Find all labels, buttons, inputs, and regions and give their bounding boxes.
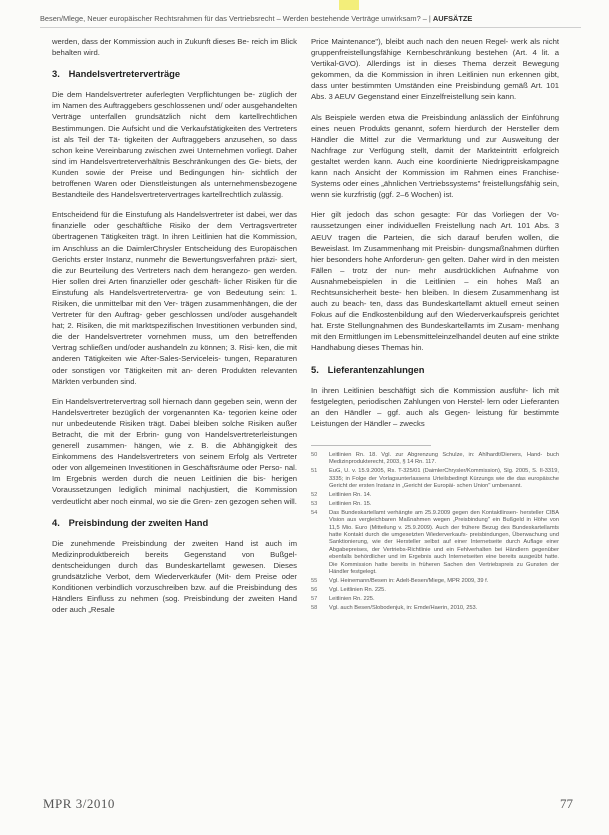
paragraph: Die zunehmende Preisbindung der zweiten Hand ist auch im Medizinproduktbereich bereits Gegenstand von Bußgel- dentscheidungen durch das Bundeskartellamt gewesen. Dieses grundsätzliche Verbot, dem Wiederverkäufer (Mit- dem Preise oder Konditionen verbindlich vorzuschreiben bzw. auf die Preisbindung des Händlers Einfluss zu nehmen (sog. Preisbindung der zweiten Hand oder auch „Resale bbox=[52, 538, 297, 615]
highlight-marker bbox=[339, 0, 359, 10]
footnote-text: Leitlinien Rn. 14. bbox=[329, 492, 372, 499]
footnote-text: Leitlinien Rn. 18. Vgl. zur Abgrenzung Schulze, in: Ahlhardt/Dieners, Hand- buch Medizinprodukterecht, 2003, § 14 Rn. 117. bbox=[329, 452, 559, 466]
footnote-number: 50 bbox=[311, 452, 318, 458]
running-header bbox=[40, 11, 581, 28]
footnote-text: Leitlinien Rn. 225. bbox=[329, 595, 375, 602]
footnote-number: 52 bbox=[311, 492, 318, 499]
footnote-divider bbox=[311, 445, 431, 446]
section-number: 3. bbox=[52, 68, 60, 80]
section-title: Preisbindung der zweiten Hand bbox=[68, 516, 209, 528]
paragraph: Price Maintenance"), bleibt auch nach den neuen Regel- werk als nicht gruppenfreistellungsfähige Kernbeschränkung bestehen (Art. 4 lit. a Vertikal-GVO). Allerdings ist in dieses Thema derzeit Bewegung gekommen, da die Kommission in ihren Leitlinien nun erkennen gibt, dass unter bestimmten Umständen eine Preisbindung gemäß Art. 101 Abs. 3 AEUV Gegenstand einer Einzelfreistellung sein kann. bbox=[311, 37, 559, 102]
footnote bbox=[311, 578, 559, 585]
footnote-number: 58 bbox=[311, 604, 318, 611]
footnote bbox=[311, 605, 559, 612]
footnote bbox=[311, 468, 559, 490]
paragraph: In ihren Leitlinien beschäftigt sich die Kommission ausführ- lich mit festgelegten, periodischen Zahlungen von Herstel- lern oder Lieferanten an den Händler – ggf. auch als Gegen- leistung für bestimmte Leistungen der Händler – zwecks bbox=[311, 385, 559, 428]
section-title: Lieferantenzahlungen bbox=[327, 363, 425, 375]
paragraph: Hier gilt jedoch das schon gesagte: Für das Vorliegen der Vo- raussetzungen einer individuellen Freistellung nach Art. 101 Abs. 3 AEUV tragen die Parteien, die sich darauf berufen wollen, die Beweislast. Im Zusammenhang mit Preisbin- dungsmaßnahmen dürften hier besonders hohe Anforderun- gen gelten. Daher wird in den meisten Fällen – trotz der nun- mehr ausdrücklichen Aufnahme von Ausnahmebeispielen in die Leitlinien – ein hohes Maß an Rechtsunsicherheit beste- hen bleiben. In diesem Zusammenhang ist auch zu beach- ten, dass das Bundeskartellamt aktuell erneut seinen Fokus auf die Endkostenbildung auf den Wiederverkaufspreis gerichtet hat. Erste Stellungnahmen des Bundeskartellamts im Zusam- menhang mit den Ermittlungen im Lebensmitteleinzelhandel deuten auf eine strikte Handhabung dieses Themas hin. bbox=[311, 210, 559, 353]
footnote-text: Das Bundeskartellamt verhängte am 25.9.2009 gegen den Kontaktlinsen- hersteller CIBA Vision aus vergleichbaren Maßnahmen wegen „Preisbindung" ein Bußgeld in Höhe von 11,5 Mio. Euro (Mitteilung v. 25.9.2009). Auch der frühere Bezug des Bundeskartellamts hatte Kontakt durch die umgesetzten Wiederverkaufs- preisbindungen, Überwachung und Sanktionierung, wie der Hersteller selbst auf einer Internetseite durch Auflage einer Abgabepreises, der Vertriebs-Richtlinie und ein Fehlverhalten bei Händlern gegenüber ebenfalls behördlicher und im Ergebnis auch Internetseiten eine bereits ausgeübt hatte. Die Kommission hatte bereits in früheren Sachen den Vertriebspreis zu Gunsten der Händler festgelegt. bbox=[329, 509, 559, 576]
section-3-heading bbox=[52, 68, 297, 79]
paragraph: Ein Handelsvertretervertrag soll hiernach dann gegeben sein, wenn der Handelsvertreter bezüglich der vorgenannten Ka- tegorien keine oder nur unbedeutende Risiken trägt. Dabei bleiben solche Risiken außer Betracht, die mit der Erbrin- gung von Handelsvertreterleistungen generell zusammen- hängen, wie z. B. die Abhängigkeit des Einkommens des Handelsvertreters von seinem Erfolg als Vertreter oder von allgemeinen Investitionen in Geschäftsräume oder Perso- nal. Im Ergebnis werden durch die neuen Leitlinien die bis- herigen Voraussetzungen lediglich minimal nachjustiert, die Kommission verdeutlicht aber noch einmal, wo sie die Gren- zen gezogen sehen will. bbox=[52, 396, 297, 506]
running-title: Besen/Mlege, Neuer europäischer Rechtsrahmen für das Vertriebsrecht – Werden bestehende Verträge unwirksam? – bbox=[40, 14, 427, 23]
header-separator: | bbox=[428, 14, 433, 23]
section-5-heading bbox=[311, 364, 559, 375]
footnote-number: 56 bbox=[311, 586, 318, 593]
footnote-text: Vgl. auch Besen/Slobodenjuk, in: Emde/Haerin, 2010, 253. bbox=[329, 604, 478, 611]
paragraph: Als Beispiele werden etwa die Preisbindung anlässlich der Einführung eines neuen Produkts genannt, sofern hierdurch der Hersteller dem Händler die Mittel zur die Vermarktung und zur Ausweitung der Nachfrage zur Verfügung stellt, damit der Markteintritt erfolgreich gestaltet werden kann. Auch eine koordinierte Niedrigpreiskampagne kann nach Ansicht der Kommission im Rahmen eines Franchise-Systems oder eines „ähnlichen Vertriebssystems" freistellungsfähig sein, wenn sie kurzfristig (ggf. 2–6 Wochen) ist. bbox=[311, 112, 559, 200]
intro-paragraph: werden, dass der Kommission auch in Zukunft dieses Be- reich im Blick behalten wird. bbox=[52, 37, 297, 58]
paragraph: Die dem Handelsvertreter auferlegten Verpflichtungen be- züglich der im Namen des Auftraggebers geschlossenen und/ oder ausgehandelten Verträge unterfallen grundsätzlich nicht dem kartellrechtlichen Bestimmungen. Die Aufsicht und die Verkaufstätigkeiten des Vertreters ist als Teil der Tä- tigkeiten der Auftraggebers anzusehen, so dass schon keine Vereinbarung zwischen zwei Unternehmen vorliegt. Daher sind im Handelsvertreterverhältnis Beschränkungen des Ge- biets, der Kunden sowie der Preise und Bedingungen hin- sichtlich der betroffenen Waren oder Dienstleistungen als unternehmensbezogene Bestandteile des Handelsvertretervertrages kartellrechtlich zulässig. bbox=[52, 90, 297, 200]
footnote-number: 55 bbox=[311, 578, 318, 584]
footnote-text: EuG, U. v. 15.9.2005, Rs. T-325/01 (DaimlerChrysler/Kommission), Slg. 2005, S. II-3319, 3335; in Folge der Vorlagsunterlassens Urteilsbedingt Kürzungs wie die das europäische Gericht der ersten Instanz in „Gericht der Europäi- schen Union" umbenannt. bbox=[329, 468, 559, 490]
footnote-number: 57 bbox=[311, 595, 318, 602]
footnote-number: 51 bbox=[311, 468, 318, 475]
left-column bbox=[52, 36, 297, 624]
section-title: Handelsvertreterverträge bbox=[68, 68, 181, 80]
footnote-text: Vgl. Heinemann/Besen in: Adelt-Besen/Miege, MPR 2009, 39 f. bbox=[329, 578, 489, 584]
footnote bbox=[311, 452, 559, 467]
footnote-number: 54 bbox=[311, 509, 318, 516]
footnote bbox=[311, 587, 559, 594]
right-column bbox=[311, 36, 559, 614]
section-number: 5. bbox=[311, 363, 319, 375]
footnote bbox=[311, 510, 559, 577]
page-number: 77 bbox=[560, 796, 573, 811]
footnote-text: Vgl. Leitlinien Rn. 225. bbox=[329, 586, 386, 593]
footnote-number: 53 bbox=[311, 500, 318, 507]
section-4-heading bbox=[52, 517, 297, 528]
section-label: AUFSÄTZE bbox=[432, 14, 473, 23]
journal-issue: MPR 3/2010 bbox=[43, 796, 115, 811]
footnote bbox=[311, 492, 559, 499]
footnote bbox=[311, 596, 559, 603]
footnote bbox=[311, 501, 559, 508]
footnotes bbox=[311, 452, 559, 612]
paragraph: Entscheidend für die Einstufung als Handelsvertreter ist dabei, wer das finanzielle oder geschäftliche Risiko der dem Vertragsvertreter übertragenen Tätigkeiten trägt. In ihren Leitlinien hat die Kommission, im Anschluss an die DaimlerChrysler Entscheidung des Europäischen Gerichts erster Instanz, nunmehr die Bewertungsverfahren präzi- siert, die zur Beurteilung des Vertreters nach dem herangezo- gen werden. Hier sollen drei Arten finanzieller oder geschäft- licher Risiken für die Einstufung als Handelsvertretervertra- ge von Bedeutung sein: 1. Risiken, die unmittelbar mit den Ver- trägen zusammenhängen, die der Vertreter für den Auftrag- geber geschlossen und/oder ausgehandelt hat; 2. Risiken, die mit marktspezifischen Investitionen verbunden sind, die der Handelsvertreter vornehmen muss, um den betreffenden Vertrag schließen und/oder aushandeln zu können; 3. Risi- ken, die mit anderen Tätigkeiten wie After-Sales-Serviceleis- tungen, Reparaturen oder sonstigen vor Tätigkeiten mit an- deren Produkten relevanten Märkten verbunden sind. bbox=[52, 210, 297, 386]
section-number: 4. bbox=[52, 516, 60, 528]
footnote-text: Leitlinien Rn. 15. bbox=[329, 500, 372, 507]
